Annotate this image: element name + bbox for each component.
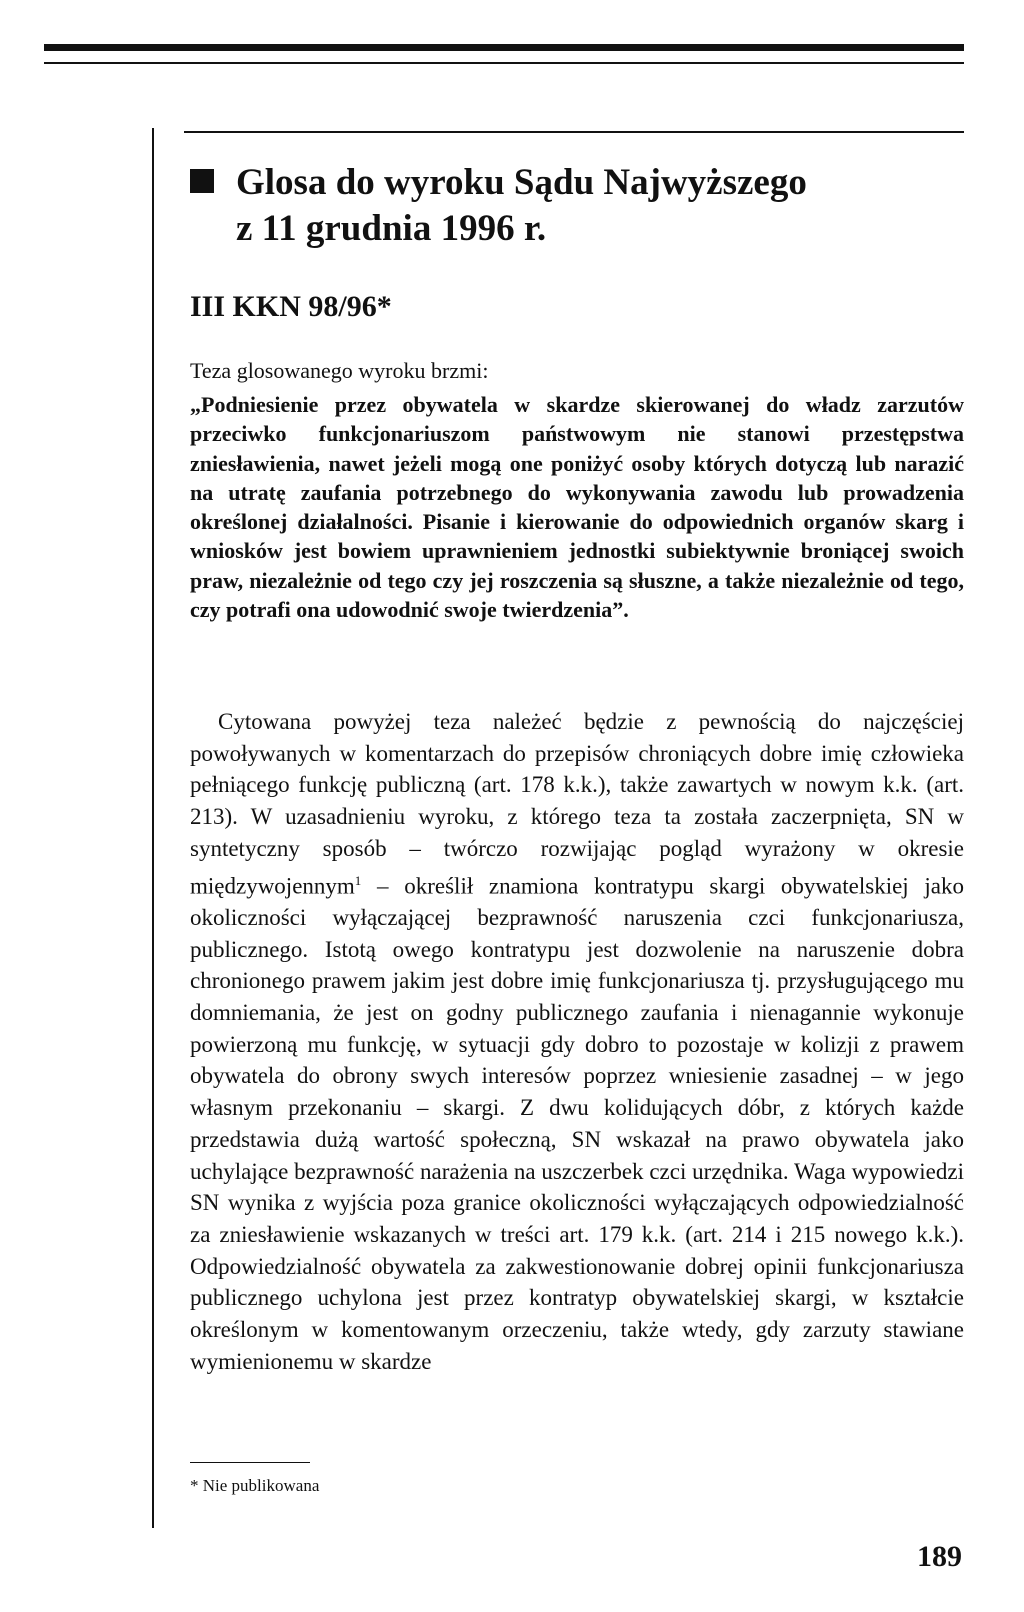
thesis-quote: „Podniesienie przez obywatela w skardze skierowanej do władz zarzutów przeciwko funkcjonariuszom państwowym nie stanowi przestępstwa zniesławienia, nawet jeżeli mogą one poniżyć osoby których dotyczą lub narazić na utratę zaufania potrzebnego do wykonywania zawodu lub prowadzenia określonej działalności. Pisanie i kierowanie do odpowiednich organów skarg i wniosków jest bowiem uprawnieniem jednostki subiektywnie broniącej swoich praw, niezależnie od tego czy jej roszczenia są słuszne, a także niezależnie od tego, czy potrafi ona udowodnić swoje twierdzenia”. — [190, 392, 964, 623]
square-bullet-icon — [190, 169, 214, 193]
case-signature: III KKN 98/96* — [190, 290, 392, 323]
thesis-lead: Teza glosowanego wyroku brzmi: — [190, 358, 489, 383]
top-rule-thick — [44, 44, 964, 51]
margin-bar — [152, 128, 154, 1528]
title-line-2: z 11 grudnia 1996 r. — [236, 208, 547, 249]
top-rule-thin — [44, 62, 964, 64]
header-rule — [184, 131, 964, 133]
footnote-reference: 1 — [354, 872, 362, 888]
footnote: * Nie publikowana — [190, 1476, 320, 1495]
body-text-part-2: – określił znamiona kontratypu skargi obywatelskiej jako okoliczności wyłączającej bezprawność naruszenia czci funkcjonariusza, publicznego. Istotą owego kontratypu jest dozwolenie na naruszenie dobra chronionego prawem jakim jest dobre imię funkcjonariusza tj. przysługującego mu domniemania, że jest on godny publicznego zaufania i nienagannie wykonuje powierzoną mu funkcję, w sytuacji gdy dobro to pozostaje w kolizji z prawem obywatela do obrony swych interesów poprzez wniesienie zasadnej – w jego własnym przekonaniu – skargi. Z dwu kolidujących dóbr, z których każde przedstawia dużą wartość społeczną, SN wskazał na prawo obywatela jako uchylające bezprawność narażenia na uszczerbek czci urzędnika. Waga wypowiedzi SN wynika z wyjścia poza granice okoliczności wyłączających odpowiedzialność za zniesławienie wskazanych w treści art. 179 k.k. (art. 214 i 215 nowego k.k.). Odpowiedzialność obywatela za zakwestionowanie dobrej opinii funkcjonariusza publicznego uchylona jest przez kontratyp obywatelskiej skargi, w kształcie określonym w komentowanym orzeczeniu, także wtedy, gdy zarzuty stawiane wymienionemu w skardze — [190, 873, 964, 1374]
body-text-part-1: Cytowana powyżej teza należeć będzie z pewnością do najczęściej powoływanych w komentarzach do przepisów chroniących dobre imię człowieka pełniącego funkcję publiczną (art. 178 k.k.), także zawartych w nowym k.k. (art. 213). W uzasadnieniu wyroku, z którego teza ta została zaczerpnięta, SN w syntetyczny sposób – twórczo rozwijając pogląd wyrażony w okresie międzywojennym — [190, 709, 964, 899]
footnote-rule — [190, 1462, 310, 1463]
title-line-1: Glosa do wyroku Sądu Najwyższego — [236, 162, 807, 203]
body-paragraph — [190, 706, 964, 1377]
article-title — [190, 160, 807, 252]
page-number: 189 — [917, 1540, 962, 1573]
